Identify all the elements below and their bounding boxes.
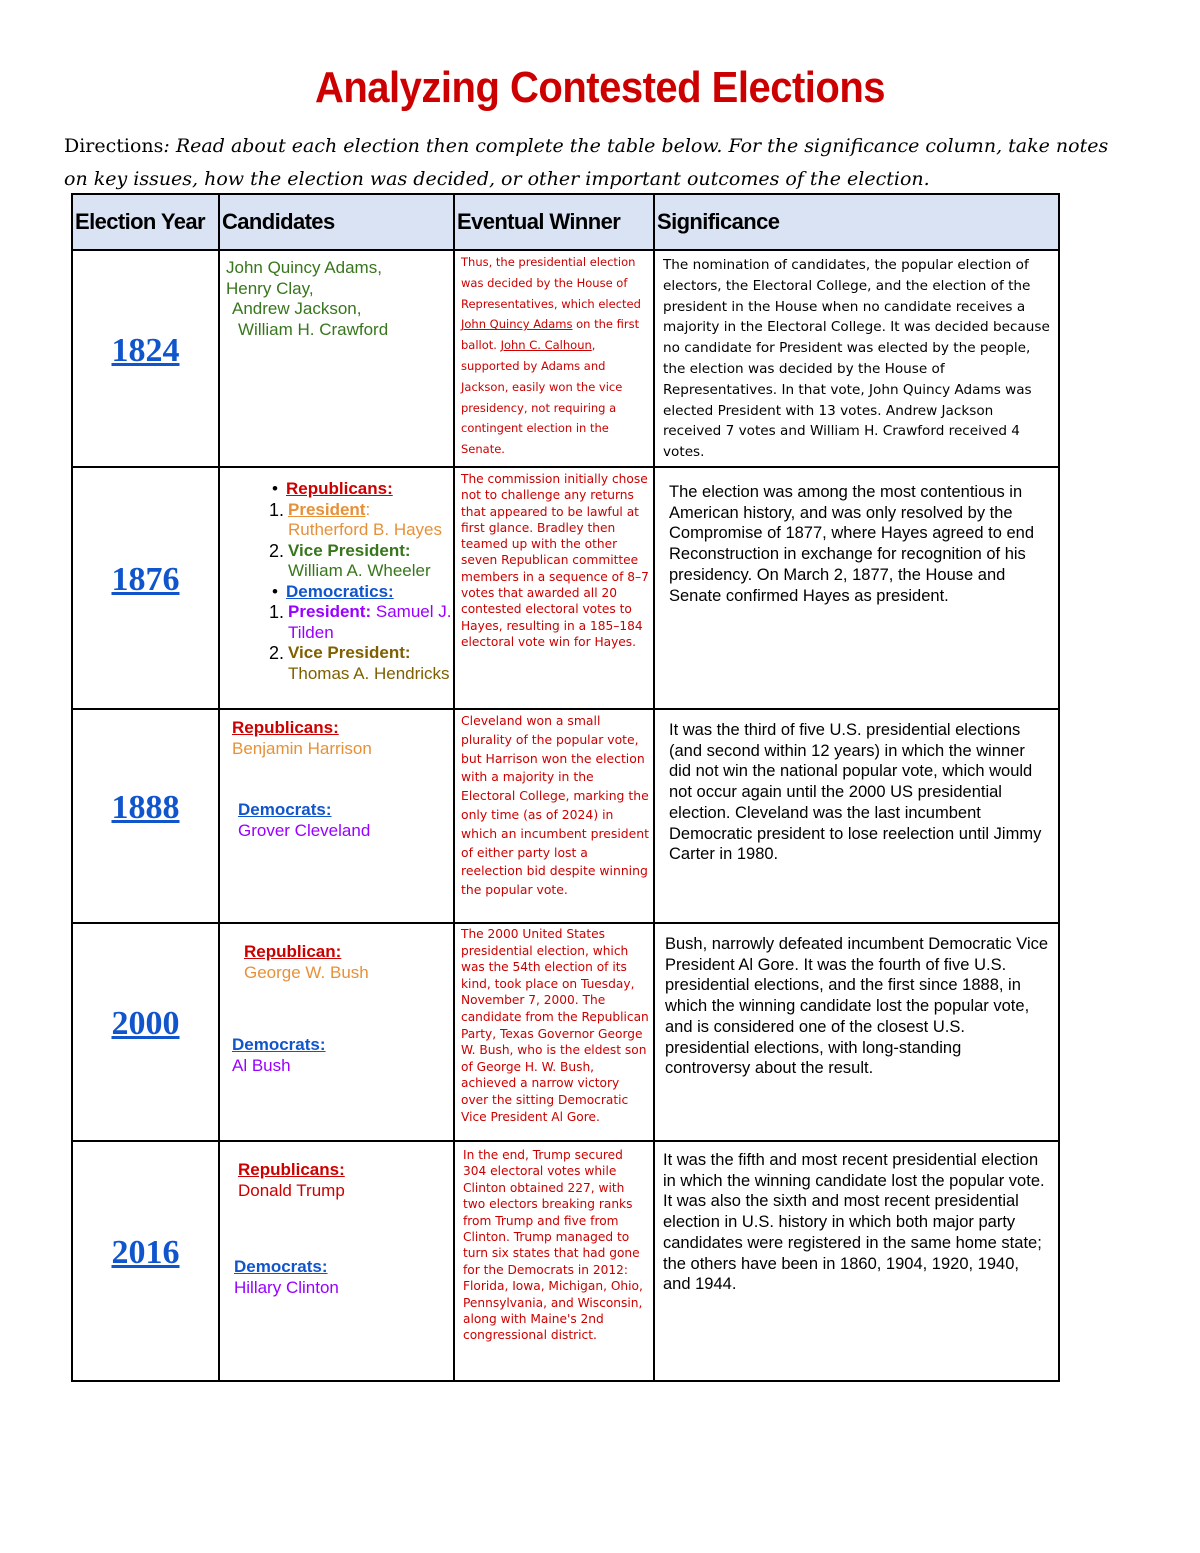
role-label-president: President [288,499,366,519]
year-cell [72,923,219,1141]
significance-text: The election was among the most contentious in American history, and was only resolved by the Compromise of 1877, where Hayes agreed to end Reconstruction in exchange for recognition of his presidency. On March 2, 1877, the House and Senate confirmed Hayes as president. [669,483,1035,605]
list-number: 2. [269,643,285,663]
party-label-republicans: Republicans: [232,718,339,737]
candidate-name: Al Bush [232,1055,291,1075]
party-label-democratics: Democratics: [286,581,394,601]
role-label-vice-president: Vice President: [288,643,411,662]
candidate-name: Hillary Clinton [234,1277,339,1297]
party-label-democrats: Democrats: [234,1257,328,1276]
party-label-republicans: Republicans: [286,479,393,498]
year-cell [72,467,219,709]
candidate-name: William A. Wheeler [288,561,431,580]
header-candidates: Candidates [219,194,454,250]
candidate-name: John Quincy Adams, [226,258,382,277]
winner-text-part: Thus, the presidential election was decided by the House of Representatives, which elected [461,255,641,311]
significance-text: The nomination of candidates, the popular election of electors, the Electoral College, and the election of the president in the House when no candidate receives a majority in the Electoral College. It was decided because no candidate for President was elected by the people, the election was decided by the House of Representatives. In that vote, John Quincy Adams was elected President with 13 votes. Andrew Jackson received 7 votes and William H. Crawford received 4 votes. [663,257,1050,461]
header-eventual-winner: Eventual Winner [454,194,654,250]
party-label-democrats: Democrats: [232,1035,326,1054]
winner-text: The 2000 United States presidential election, which was the 54th election of its kind, took place on Tuesday, November 7, 2000. The candidate from the Republican Party, Texas Governor George W. Bush, who is the eldest son of George H. W. Bush, achieved a narrow victory over the sitting Democratic Vice President Al Gore. [461,927,649,1124]
candidate-name: Rutherford B. Hayes [288,520,443,539]
significance-text: Bush, narrowly defeated incumbent Democratic Vice President Al Gore. It was the fourth of five U.S. presidential elections, and the first since 1888, in which the winning candidate lost the popular vote, and is considered one of the closest U.S. presidential elections, with long-standing controversy about the result. [665,935,1049,1078]
winner-text-part: on the first ballot. [461,317,640,353]
winner-text [455,251,653,460]
list-number: 1. [269,602,285,622]
year-cell [72,709,219,923]
table-row [72,1141,1059,1381]
winner-text-part: , supported by Adams and Jackson, easily won the vice presidency, not requiring a contingent election in the Senate. [461,338,623,457]
directions [64,130,1136,196]
significance-cell [654,467,1059,709]
year-link-2000[interactable]: 2000 [111,1005,180,1042]
winner-text: In the end, Trump secured 304 electoral votes while Clinton obtained 227, with two electors breaking ranks from Trump and five from Clinton. Trump managed to turn six states that had gone for the Democrats in 2012: Florida, Iowa, Michigan, Ohio, Pennsylvania, and Wisconsin, along with Maine's 2nd congressional district. [463,1148,643,1343]
candidate-name: Donald Trump [238,1180,345,1200]
significance-cell [654,250,1059,467]
link-john-quincy-adams[interactable]: John Quincy Adams [461,317,573,332]
year-link-2016[interactable]: 2016 [111,1234,180,1271]
header-significance: Significance [654,194,1059,250]
table-row [72,923,1059,1141]
year-link-1876[interactable]: 1876 [111,561,180,598]
party-label-democrats: Democrats: [238,800,332,819]
candidate-name: Benjamin Harrison [232,738,372,758]
year-link-1888[interactable]: 1888 [111,789,180,826]
party-label-republicans: Republicans: [238,1160,345,1179]
significance-text: It was the third of five U.S. presidential elections (and second within 12 years) in which the winner did not win the national popular vote, which would not occur again until the 2000 US presidential election. Cleveland was the last incumbent Democratic president to lose reelection until Jimmy Carter in 1980. [669,721,1042,864]
significance-cell [654,1141,1059,1381]
candidates-cell [219,923,454,1141]
table-row [72,709,1059,923]
candidate-name: Samuel J. Tilden [288,602,452,642]
role-colon: : [365,499,371,519]
table-header-row [72,194,1059,250]
significance-cell [654,709,1059,923]
role-label-vice-president: Vice President: [288,540,411,560]
winner-cell [454,1141,654,1381]
table-row [72,250,1059,467]
significance-cell [654,923,1059,1141]
year-link-1824[interactable]: 1824 [111,331,180,369]
winner-cell [454,467,654,709]
winner-cell [454,923,654,1141]
candidates-cell [219,1141,454,1381]
role-label-president: President: [288,602,372,621]
year-cell [72,1141,219,1381]
candidate-name: Grover Cleveland [238,820,371,840]
link-john-c-calhoun[interactable]: John C. Calhoun [500,338,592,353]
candidate-name: Henry Clay, [226,278,314,298]
year-cell [72,250,219,467]
list-number: 2. [269,540,285,561]
significance-text: It was the fifth and most recent presidential election in which the winning candidate lost the popular vote. It was also the sixth and most recent presidential election in U.S. history in which both major party candidates were registered in the same home state; the others have been in 1860, 1904, 1920, 1940, and 1944. [663,1151,1045,1294]
elections-table [71,193,1060,1382]
winner-text: Cleveland won a small plurality of the popular vote, but Harrison won the election with a majority in the Electoral College, marking the only time (as of 2024) in which an incumbent president of either party lost a reelection bid despite winning the popular vote. [461,713,649,898]
candidates-cell [219,467,454,709]
winner-cell [454,250,654,467]
candidate-name: George W. Bush [244,962,369,982]
winner-cell [454,709,654,923]
candidate-name: Thomas A. Hendricks [288,663,450,683]
directions-text: : Read about each election then complete the table below. For the significance column, take notes on key issues, how the election was decided, or other important outcomes of the election. [64,135,1109,190]
list-number: 1. [269,499,285,520]
candidate-name: Andrew Jackson, [232,299,362,318]
header-election-year: Election Year [72,194,219,250]
candidates-cell [219,250,454,467]
page-title: Analyzing Contested Elections [314,64,886,112]
directions-label: Directions [64,135,164,157]
candidates-cell [219,709,454,923]
winner-text: The commission initially chose not to challenge any returns that appeared to be lawful at first glance. Bradley then teamed up with the other seven Republican committee members in a sequence of 8–7 votes that awarded all 20 contested electoral votes to Hayes, resulting in a 185–184 electoral vote win for Hayes. [461,472,649,649]
candidate-name: William H. Crawford [238,319,389,339]
table-row [72,467,1059,709]
party-label-republican: Republican: [244,942,342,961]
